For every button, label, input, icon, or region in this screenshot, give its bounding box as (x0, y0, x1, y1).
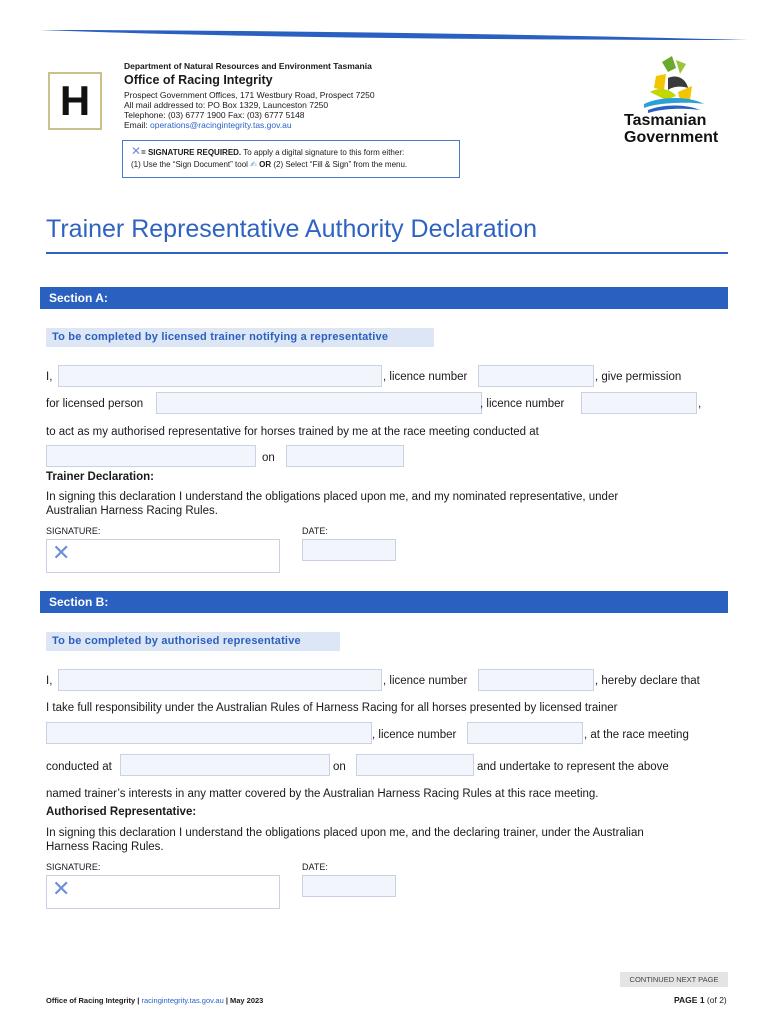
signature-notice (122, 140, 460, 178)
trainer-licence-input[interactable] (467, 722, 583, 744)
section-b-subtitle: To be completed by authorised representative (46, 632, 340, 651)
comma-label: , (698, 398, 702, 410)
title-divider (46, 252, 728, 254)
section-a-header: Section A: (40, 287, 728, 309)
named-trainer-statement: named trainer’s interests in any matter covered by the Australian Harness Racing Rules at this race meeting. (46, 788, 599, 800)
footer-date: | May 2023 (223, 996, 264, 1005)
act-as-statement: to act as my authorised representative for horses trained by me at the race meeting conducted at (46, 426, 539, 438)
address-line: All mail addressed to: PO Box 1329, Launceston 7250 (124, 100, 329, 110)
department-name: Department of Natural Resources and Environment Tasmania (124, 61, 372, 71)
page-label: PAGE (674, 995, 700, 1005)
footer-separator: | (135, 996, 142, 1005)
signature-x-icon: ✕ (52, 876, 71, 901)
give-permission-label: , give permission (595, 371, 682, 383)
signature-x-icon: ✕ (131, 144, 142, 158)
on-label: on (262, 452, 275, 464)
on-label: on (333, 761, 346, 773)
race-meeting-label: , at the race meeting (584, 729, 689, 741)
or-label: OR (256, 160, 274, 169)
sign-document-instruction: (1) Use the “Sign Document” tool (131, 160, 251, 169)
logo-wordmark (624, 112, 744, 146)
footer-website-link[interactable]: racingintegrity.tas.gov.au (141, 996, 224, 1005)
licensed-person-label: for licensed person (46, 398, 144, 410)
footer-text (46, 996, 263, 1005)
representative-licence-input[interactable] (478, 669, 594, 691)
undertake-label: and undertake to represent the above (477, 761, 669, 773)
licensed-trainer-input[interactable] (46, 722, 372, 744)
page-number (674, 995, 727, 1005)
email-link[interactable]: operations@racingintegrity.tas.gov.au (149, 120, 292, 130)
signature-notice-text: To apply a digital signature to this form either: (241, 148, 405, 157)
signature-label: SIGNATURE: (46, 862, 101, 872)
trainer-licence-input[interactable] (478, 365, 594, 387)
licence-number-label: , licence number (383, 675, 468, 687)
licence-number-label: , licence number (480, 398, 565, 410)
race-venue-input[interactable] (46, 445, 256, 467)
trainer-signature-field[interactable] (46, 539, 280, 573)
race-venue-input[interactable] (120, 754, 330, 776)
form-letter-badge: H (48, 72, 102, 130)
signature-required-label: = SIGNATURE REQUIRED. (141, 148, 242, 157)
signature-label: SIGNATURE: (46, 526, 101, 536)
continued-next-page: CONTINUED NEXT PAGE (620, 972, 728, 987)
address-line: Prospect Government Offices, 171 Westbury Road, Prospect 7250 (124, 90, 375, 100)
representative-name-input[interactable] (58, 669, 382, 691)
page-current: 1 (699, 995, 705, 1005)
hereby-declare-label: , hereby declare that (595, 675, 700, 687)
trainer-date-input[interactable] (302, 539, 396, 561)
i-label: I, (46, 675, 53, 687)
representative-signature-field[interactable] (46, 875, 280, 909)
trainer-declaration-heading: Trainer Declaration: (46, 471, 155, 483)
section-a-subtitle: To be completed by licensed trainer notifying a representative (46, 328, 434, 347)
section-b-header: Section B: (40, 591, 728, 613)
declaration-text: Harness Racing Rules. (46, 841, 164, 853)
race-date-input[interactable] (286, 445, 404, 467)
i-label: I, (46, 371, 53, 383)
representative-date-input[interactable] (302, 875, 396, 897)
representative-declaration-heading: Authorised Representative: (46, 806, 197, 818)
licence-number-label: , licence number (372, 729, 457, 741)
declaration-text: In signing this declaration I understand the obligations placed upon me, and my nominated representative, under (46, 491, 619, 503)
document-title: Trainer Representative Authority Declaration (46, 215, 537, 243)
fill-sign-instruction: (2) Select “Fill & Sign” from the menu. (273, 160, 408, 169)
responsibility-statement: I take full responsibility under the Australian Rules of Harness Racing for all horses presented by licensed trainer (46, 702, 618, 714)
conducted-at-label: conducted at (46, 761, 112, 773)
office-name: Office of Racing Integrity (124, 73, 273, 87)
logo-line-2: Government (624, 129, 719, 146)
pen-icon: ✍ (250, 160, 257, 169)
header-swoosh (0, 0, 770, 60)
date-label: DATE: (302, 862, 328, 872)
race-date-input[interactable] (356, 754, 474, 776)
trainer-name-input[interactable] (58, 365, 382, 387)
declaration-text: In signing this declaration I understand the obligations placed upon me, and the declaring trainer, under the Australian (46, 827, 644, 839)
signature-x-icon: ✕ (52, 540, 71, 565)
email-label: Email: (124, 120, 150, 130)
declaration-text: Australian Harness Racing Rules. (46, 505, 218, 517)
person-licence-input[interactable] (581, 392, 697, 414)
date-label: DATE: (302, 526, 328, 536)
page-total: (of 2) (704, 995, 727, 1005)
footer-office: Office of Racing Integrity (46, 996, 136, 1005)
licence-number-label: , licence number (383, 371, 468, 383)
licensed-person-input[interactable] (156, 392, 482, 414)
address-line: Telephone: (03) 6777 1900 Fax: (03) 6777 5148 (124, 110, 305, 120)
logo-line-1: Tasmanian (624, 112, 707, 129)
email-line (124, 120, 292, 130)
